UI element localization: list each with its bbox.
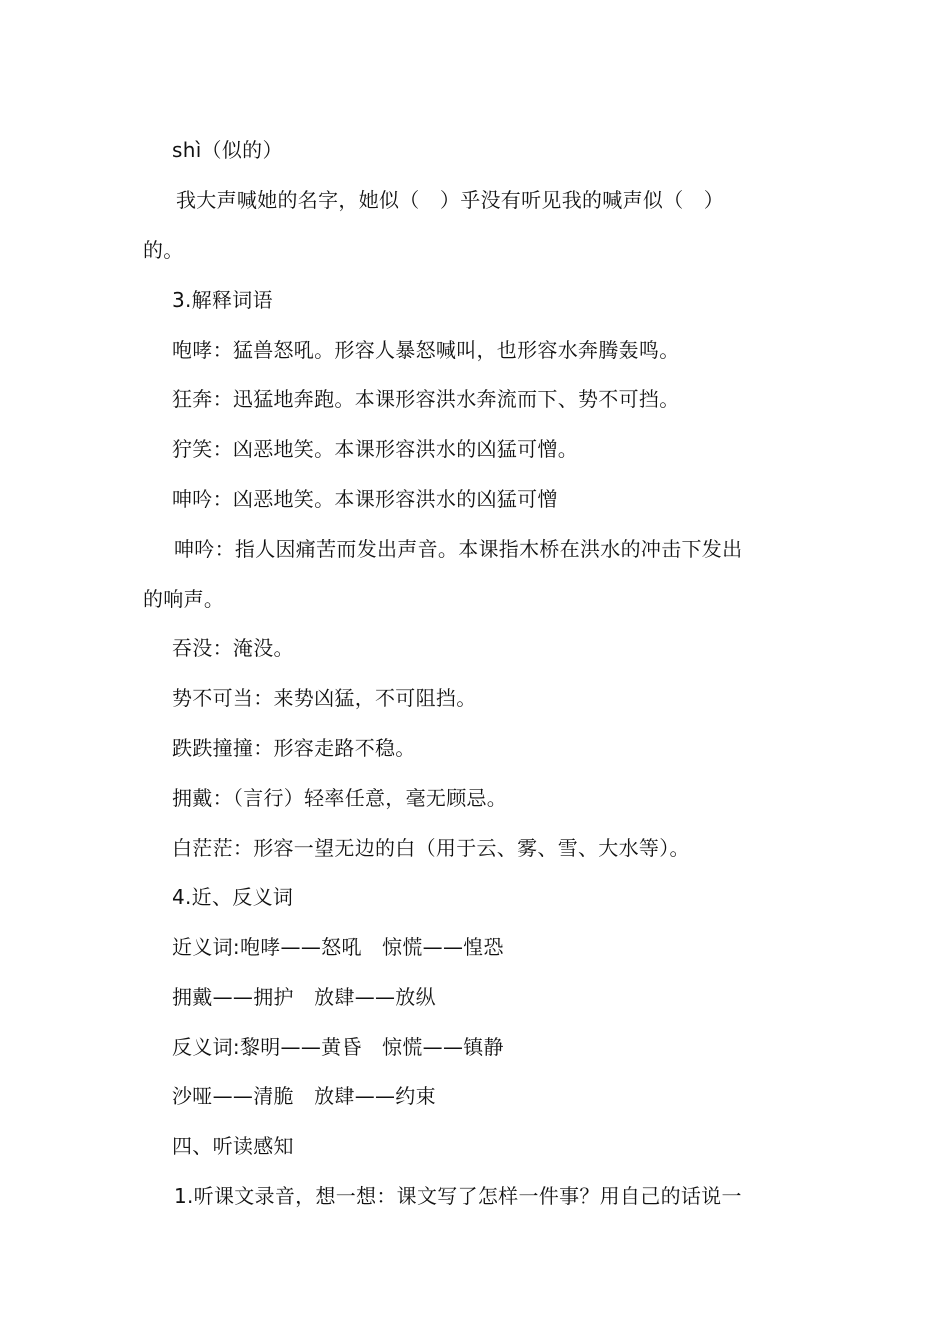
text-line: 咆哮：猛兽怒吼。形容人暴怒喊叫，也形容水奔腾轰鸣。 [172,338,680,362]
text-line: 跌跌撞撞：形容走路不稳。 [172,736,416,760]
text-line: 拥戴：（言行）轻率任意，毫无顾忌。 [172,786,508,810]
text-line: 的响声。 [143,587,225,611]
text-line: 呻吟：凶恶地笑。本课形容洪水的凶猛可憎 [172,487,558,511]
text-line: 白茫茫：形容一望无边的白（用于云、雾、雪、大水等）。 [172,836,690,860]
text-line: 拥戴——拥护 放肆——放纵 [172,985,436,1009]
section-heading: 四、听读感知 [172,1134,294,1158]
text-line: 呻吟：指人因痛苦而发出声音。本课指木桥在洪水的冲击下发出 [174,537,743,561]
text-line: shì（似的） [172,138,283,162]
text-line: 沙哑——清脆 放肆——约束 [172,1084,436,1108]
text-line: 近义词:咆哮——怒吼 惊慌——惶恐 [172,935,504,959]
section-heading: 3.解释词语 [172,288,273,312]
text-line: 反义词:黎明——黄昏 惊慌——镇静 [172,1035,504,1059]
text-line: 我大声喊她的名字，她似（ ）乎没有听见我的喊声似（ ） [176,188,725,212]
text-line: 狞笑：凶恶地笑。本课形容洪水的凶猛可憎。 [172,437,578,461]
text-line: 吞没：淹没。 [172,636,294,660]
text-line: 的。 [143,238,184,262]
section-heading: 4.近、反义词 [172,885,294,909]
text-line: 狂奔：迅猛地奔跑。本课形容洪水奔流而下、势不可挡。 [172,387,680,411]
text-line: 势不可当：来势凶猛，不可阻挡。 [172,686,477,710]
text-line: 1.听课文录音，想一想：课文写了怎样一件事？用自己的话说一 [174,1184,742,1208]
